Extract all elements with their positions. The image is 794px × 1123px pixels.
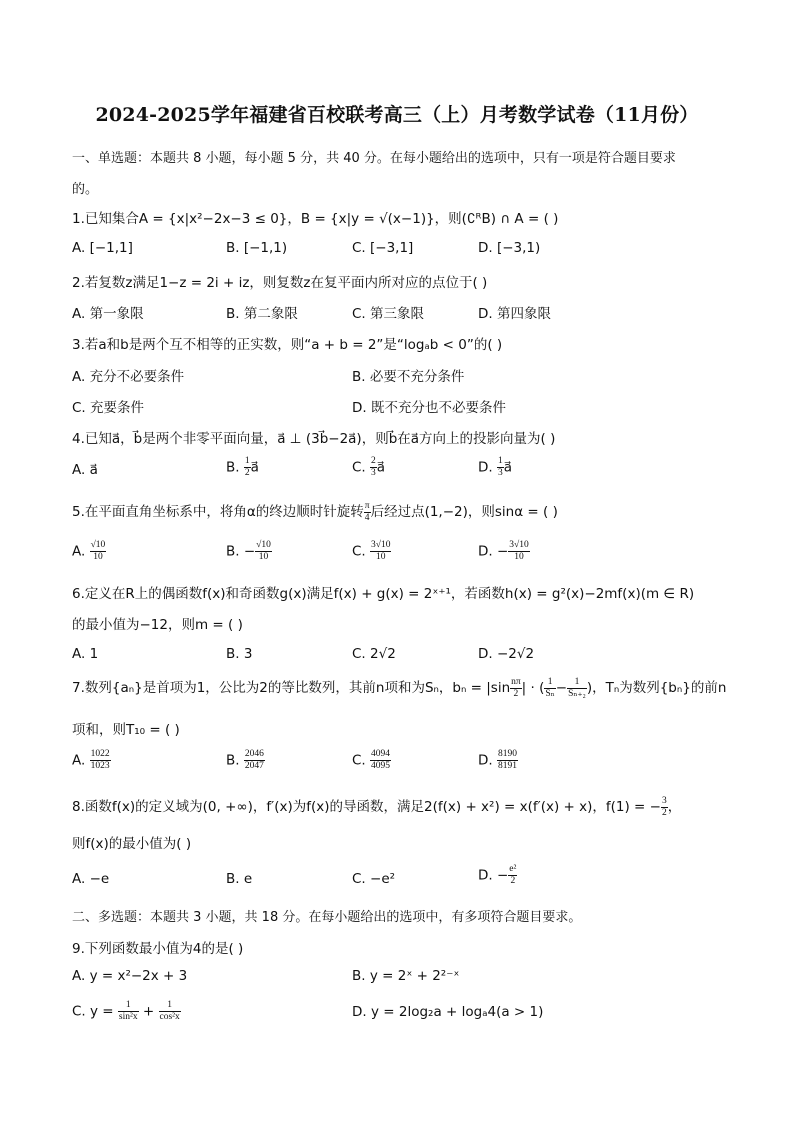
question-3-stem: 3.若a和b是两个互不相等的正实数，则“a + b = 2”是“logₐb < 0”的( ) [72,337,503,353]
q1-option-a: A. [−1,1] [72,240,133,256]
exam-title: 2024-2025学年福建省百校联考高三（上）月考数学试卷（11月份） [95,104,699,126]
section-1-header-line2: 的。 [72,182,99,197]
question-6-stem-line1: 6.定义在R上的偶函数f(x)和奇函数g(x)满足f(x) + g(x) = 2ˣ⁺¹，若函数h(x) = g²(x)−2mf(x)(m ∈ R) [72,586,695,602]
question-4-stem: 4.已知a⃗，b⃗是两个非零平面向量，a⃗ ⊥ (3b⃗−2a⃗)，则b⃗在a⃗方向上的投影向量为( ) [72,431,556,447]
q7-option-b: B. $\frac{2046}{2047}$ [226,749,264,771]
q9-option-d: D. y = 2log₂a + logₐ4(a > 1) [352,1004,544,1020]
q6-option-a: A. 1 [72,646,99,662]
q7-option-c: C. $\frac{4094}{4095}$ [352,749,391,771]
question-5-stem: 5.在平面直角坐标系中，将角α的终边顺时针旋转 $\frac{\pi}{4}$ 后经过点(1,−2)，则sinα = ( ) [72,500,558,523]
question-7-stem-line2: 项和，则T₁₀ = ( ) [72,722,180,738]
question-9-stem: 9.下列函数最小值为4的是( ) [72,941,244,957]
q2-option-a: A. 第一象限 [72,306,144,322]
q8-option-c: C. −e² [352,871,396,887]
q6-option-b: B. 3 [226,646,253,662]
question-6-stem-line2: 的最小值为−12，则m = ( ) [72,617,243,633]
q6-option-c: C. 2√2 [352,646,396,662]
q1-option-c: C. [−3,1] [352,240,414,256]
q8-option-b: B. e [226,871,253,887]
question-7-stem-line1: 7.数列{aₙ}是首项为1，公比为2的等比数列，其前n项和为Sₙ，bₙ = |sin $\frac{n\pi}{2}$ | · ( $\frac{1}{\text{Sₙ}}$ − $\frac{1}{\text{Sₙ₊₂}}$ )，Tₙ为数列{bₙ}的前n [72,676,727,699]
q2-option-c: C. 第三象限 [352,306,425,322]
question-1-stem: 1.已知集合A = {x|x²−2x−3 ≤ 0}，B = {x|y = √(x−1)}，则(∁ᴿB) ∩ A = ( ) [72,211,559,227]
q1-option-d: D. [−3,1) [478,240,541,256]
question-2-stem: 2.若复数z满足1−z = 2i + iz，则复数z在复平面内所对应的点位于( ) [72,275,488,291]
q4-option-c: C. $\frac{2}{3}$ a⃗ [352,456,386,478]
q5-option-a: A. $\frac{√10}{10}$ [72,540,106,562]
q7-option-d: D. $\frac{8190}{8191}$ [478,749,517,771]
q2-option-d: D. 第四象限 [478,306,551,322]
q3-option-d: D. 既不充分也不必要条件 [352,400,506,416]
q5-option-c: C. $\frac{3√10}{10}$ [352,540,391,562]
q4-option-d: D. $\frac{1}{3}$ a⃗ [478,456,513,478]
question-8-stem-line2: 则f(x)的最小值为( ) [72,836,192,852]
q2-option-b: B. 第二象限 [226,306,298,322]
q6-option-d: D. −2√2 [478,646,535,662]
q9-option-a: A. y = x²−2x + 3 [72,968,188,984]
q3-option-a: A. 充分不必要条件 [72,369,185,385]
section-1-header-line1: 一、单选题：本题共 8 小题，每小题 5 分，共 40 分。在每小题给出的选项中，只有一项是符合题目要求 [72,151,676,166]
question-8-stem-line1: 8.函数f(x)的定义域为(0, +∞)，f′(x)为f(x)的导函数，满足2(f(x) + x²) = x(f′(x) + x)，f(1) = − $\frac{3}{2}$ ， [72,795,682,818]
q3-option-c: C. 充要条件 [72,400,145,416]
q5-option-b: B. − $\frac{√10}{10}$ [226,540,271,562]
q7-option-a: A. $\frac{1022}{1023}$ [72,749,110,771]
q5-option-d: D. − $\frac{3√10}{10}$ [478,540,529,562]
q3-option-b: B. 必要不充分条件 [352,369,465,385]
q1-option-b: B. [−1,1) [226,240,288,256]
q4-option-b: B. $\frac{1}{2}$ a⃗ [226,456,259,478]
section-2-header: 二、多选题：本题共 3 小题，共 18 分。在每小题给出的选项中，有多项符合题目要求。 [72,910,582,925]
q8-option-a: A. −e [72,871,110,887]
q8-option-d: D. − $\frac{\text{e²}}{2}$ [478,864,517,886]
q9-option-b: B. y = 2ˣ + 2²⁻ˣ [352,968,460,984]
q9-option-c: C. y = $\frac{1}{\text{sin²x}}$ + $\frac{1}{\text{cos²x}}$ [72,1000,180,1022]
q4-option-a: A. a⃗ [72,462,98,478]
